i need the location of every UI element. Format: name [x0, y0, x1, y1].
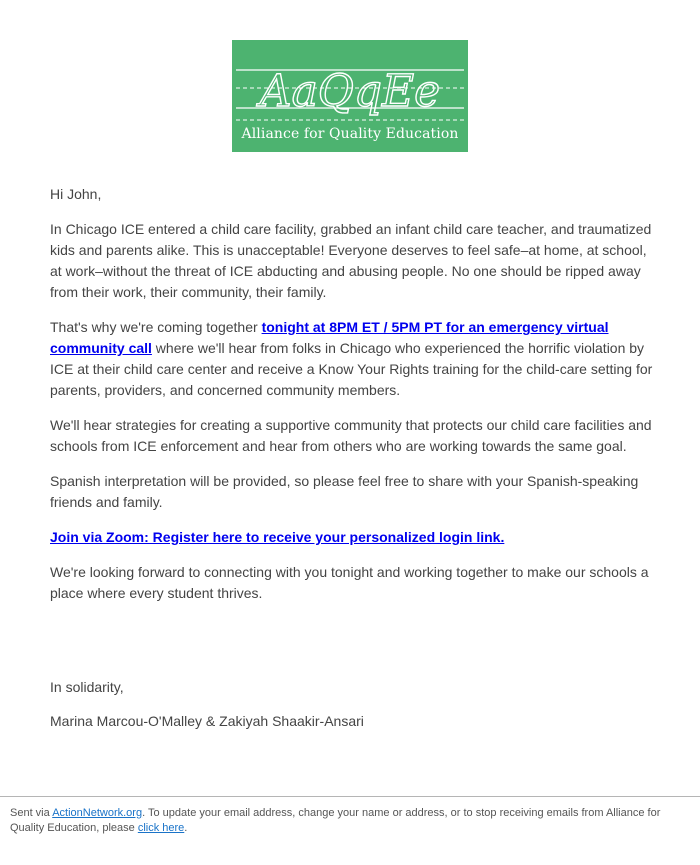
actionnetwork-link[interactable]: ActionNetwork.org	[52, 807, 143, 819]
footer-suffix: .	[184, 822, 188, 834]
paragraph-spanish: Spanish interpretation will be provided, so please feel free to share with your Spanish-speaking friends and family.	[50, 473, 639, 510]
paragraph-strategies: We'll hear strategies for creating a supportive community that protects our child care facilities and schools from ICE enforcement and hear from others who are working towards the same goal.	[50, 417, 652, 454]
paragraph-ice-incident: In Chicago ICE entered a child care facility, grabbed an infant child care teacher, and traumatized kids and parents alike. This is unacceptable! Everyone deserves to feel safe–at home, at school, at work–without the threat of ICE abducting and abusing people. No one should be ripped away from their work, their community, their family.	[50, 221, 652, 300]
paragraph-closing: We're looking forward to connecting with you tonight and working together to make our schools a place where every student thrives.	[50, 564, 649, 601]
footer-text	[10, 806, 680, 836]
email-body	[50, 184, 654, 618]
footer-middle: . To update your email address, change your name or address, or to stop receiving emails from Alliance for Quality Education, please	[10, 807, 661, 834]
logo-caption: Alliance for Quality Education	[241, 126, 459, 142]
paragraph-call-suffix: where we'll hear from folks in Chicago who experienced the horrific violation by ICE at their child care center and receive a Know Your Rights training for the child-care setting for parents, providers, and concerned community members.	[50, 340, 653, 398]
paragraph-community-call	[50, 317, 654, 401]
zoom-register-link[interactable]: Join via Zoom: Register here to receive your personalized login link.	[50, 529, 505, 545]
signoff: In solidarity,	[50, 679, 124, 695]
aqe-logo	[232, 40, 468, 152]
click-here-link[interactable]: click here	[137, 822, 185, 834]
logo-script-text: AaQqEe	[259, 66, 441, 117]
email-footer	[0, 796, 700, 865]
community-call-link[interactable]: tonight at 8PM ET / 5PM PT for an emergency virtual community call	[50, 319, 609, 356]
zoom-paragraph	[50, 527, 654, 548]
footer-prefix: Sent via	[10, 807, 53, 819]
signature: Marina Marcou-O'Malley & Zakiyah Shaakir-Ansari	[50, 713, 364, 729]
paragraph-call-prefix: That's why we're coming together	[50, 319, 262, 335]
greeting: Hi John,	[50, 186, 102, 202]
